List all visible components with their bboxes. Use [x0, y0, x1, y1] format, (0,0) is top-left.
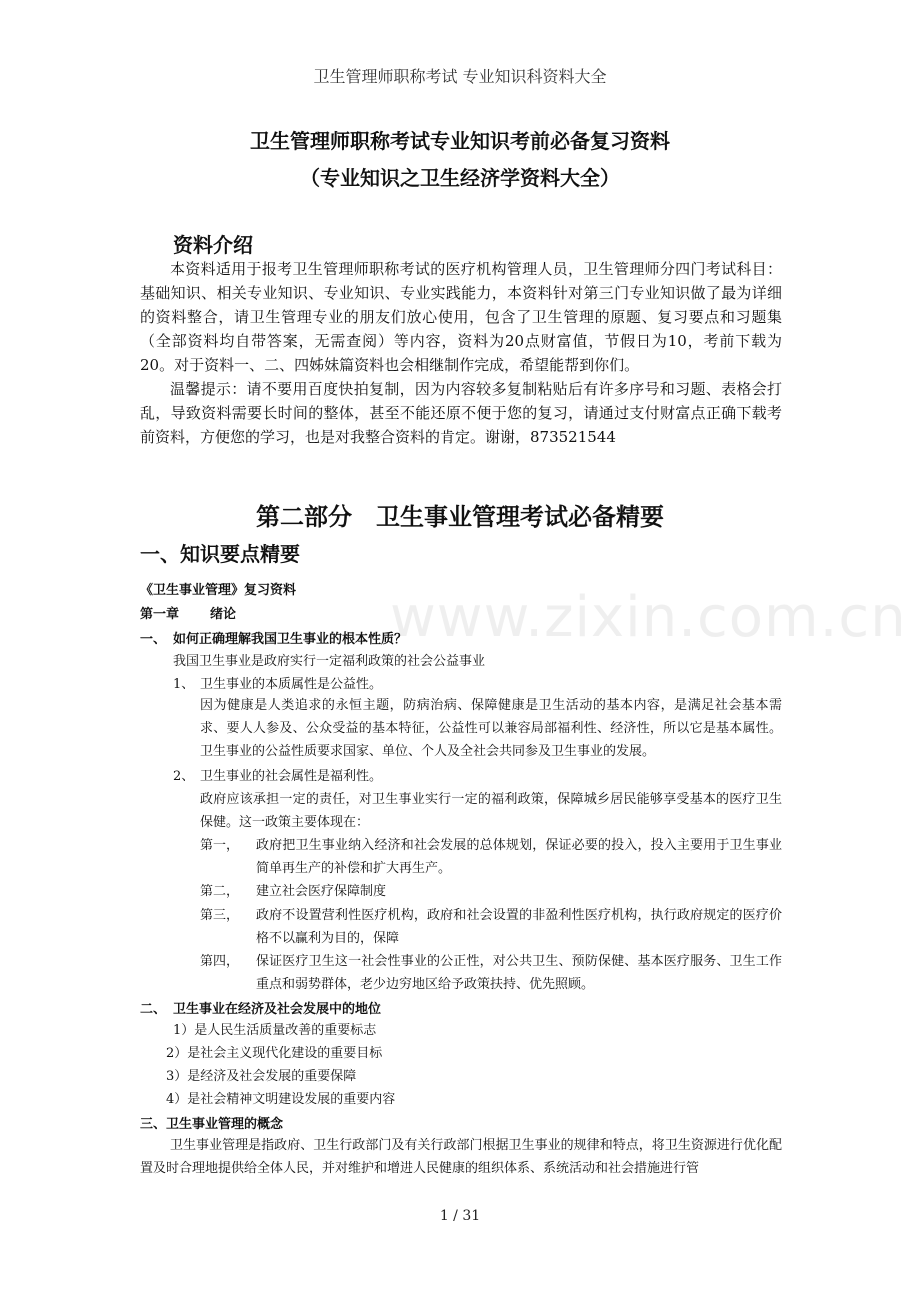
q2-title: 卫生事业在经济及社会发展中的地位 — [173, 1002, 382, 1017]
chapter-number: 第一章 — [140, 607, 180, 622]
policy3-number: 第三， — [200, 908, 240, 923]
policy3-text: 政府不设置营利性医疗机构，政府和社会设置的非盈利性医疗机构，执行政府规定的医疗价格不以赢利为目的，保障 — [256, 908, 782, 946]
q1-item1-title: 卫生事业的本质属性是公益性。 — [200, 677, 383, 692]
policy1-text: 政府把卫生事业纳入经济和社会发展的总体规划，保证必要的投入，投入主要用于卫生事业简单再生产的补偿和扩大再生产。 — [256, 838, 782, 876]
q2-number: 二、 — [140, 1002, 167, 1017]
q1-number: 一、 — [140, 632, 167, 647]
doc-subtitle: （专业知识之卫生经济学资料大全） — [300, 166, 620, 190]
intro-heading: 资料介绍 — [173, 233, 253, 257]
intro-paragraph-1: 本资料适用于报考卫生管理师职称考试的医疗机构管理人员，卫生管理师分四门考试科目：基础知识、相关专业知识、专业知识、专业实践能力，本资料针对第三门专业知识做了最为详细的资料整合，请卫生管理专业的朋友们放心使用，包含了卫生管理的原题、复习要点和习题集（全部资料均自带答案，无需查阅）等内容，资料为20点财富值，节假日为10，考前下载为20。对于资料一、二、四姊妹篇资料也会相继制作完成，希望能帮到你们。 — [140, 260, 782, 374]
q1-item2-title: 卫生事业的社会属性是福利性。 — [200, 769, 383, 784]
page-header: 卫生管理师职称考试 专业知识科资料大全 — [313, 67, 607, 86]
book-title: 《卫生事业管理》复习资料 — [140, 583, 297, 598]
q1-answer: 我国卫生事业是政府实行一定福利政策的社会公益事业 — [173, 654, 486, 669]
policy2-text: 建立社会医疗保障制度 — [256, 884, 387, 899]
watermark: www.zixin.com.cn — [390, 585, 907, 650]
page-number: 1 / 31 — [439, 1208, 481, 1224]
policy4-number: 第四， — [200, 954, 240, 969]
section-heading: 一、知识要点精要 — [140, 542, 300, 566]
q1-item1-text: 因为健康是人类追求的永恒主题，防病治病、保障健康是卫生活动的基本内容，是满足社会基本需求、要人人参及、公众受益的基本特征，公益性可以兼容局部福利性、经济性，所以它是基本属性。卫生事业的公益性质要求国家、单位、个人及全社会共同参及卫生事业的发展。 — [200, 698, 782, 759]
q2-list-item: 3）是经济及社会发展的重要保障 — [166, 1069, 357, 1084]
intro-paragraph-2: 温馨提示：请不要用百度快拍复制，因为内容较多复制粘贴后有许多序号和习题、表格会打乱，导致资料需要长时间的整体，甚至不能还原不便于您的复习，请通过支付财富点正确下载考前资料，方便您的学习，也是对我整合资料的肯定。谢谢，873521544 — [140, 380, 782, 446]
q1-item1-number: 1、 — [173, 677, 195, 692]
q1-title: 如何正确理解我国卫生事业的根本性质？ — [173, 632, 408, 647]
part-title: 第二部分 卫生事业管理考试必备精要 — [256, 503, 664, 531]
q1-item2-number: 2、 — [173, 769, 195, 784]
chapter-name: 绪论 — [210, 607, 237, 622]
q3-title: 三、卫生事业管理的概念 — [140, 1117, 284, 1132]
policy4-text: 保证医疗卫生这一社会性事业的公正性，对公共卫生、预防保健、基本医疗服务、卫生工作重点和弱势群体，老少边穷地区给予政策扶持、优先照顾。 — [256, 954, 782, 992]
q2-list-item: 1）是人民生活质量改善的重要标志 — [173, 1023, 377, 1038]
q3-text: 卫生事业管理是指政府、卫生行政部门及有关行政部门根据卫生事业的规律和特点，将卫生资源进行优化配置及时合理地提供给全体人民，并对维护和增进人民健康的组织体系、系统活动和社会措施进行管 — [140, 1138, 782, 1176]
policy1-number: 第一， — [200, 838, 240, 853]
q2-list-item: 2）是社会主义现代化建设的重要目标 — [166, 1046, 383, 1061]
policy2-number: 第二， — [200, 884, 240, 899]
q1-item2-text: 政府应该承担一定的责任，对卫生事业实行一定的福利政策，保障城乡居民能够享受基本的医疗卫生保健。这一政策主要体现在： — [200, 792, 782, 830]
q2-list-item: 4）是社会精神文明建设发展的重要内容 — [166, 1092, 396, 1107]
doc-title: 卫生管理师职称考试专业知识考前必备复习资料 — [250, 129, 670, 153]
